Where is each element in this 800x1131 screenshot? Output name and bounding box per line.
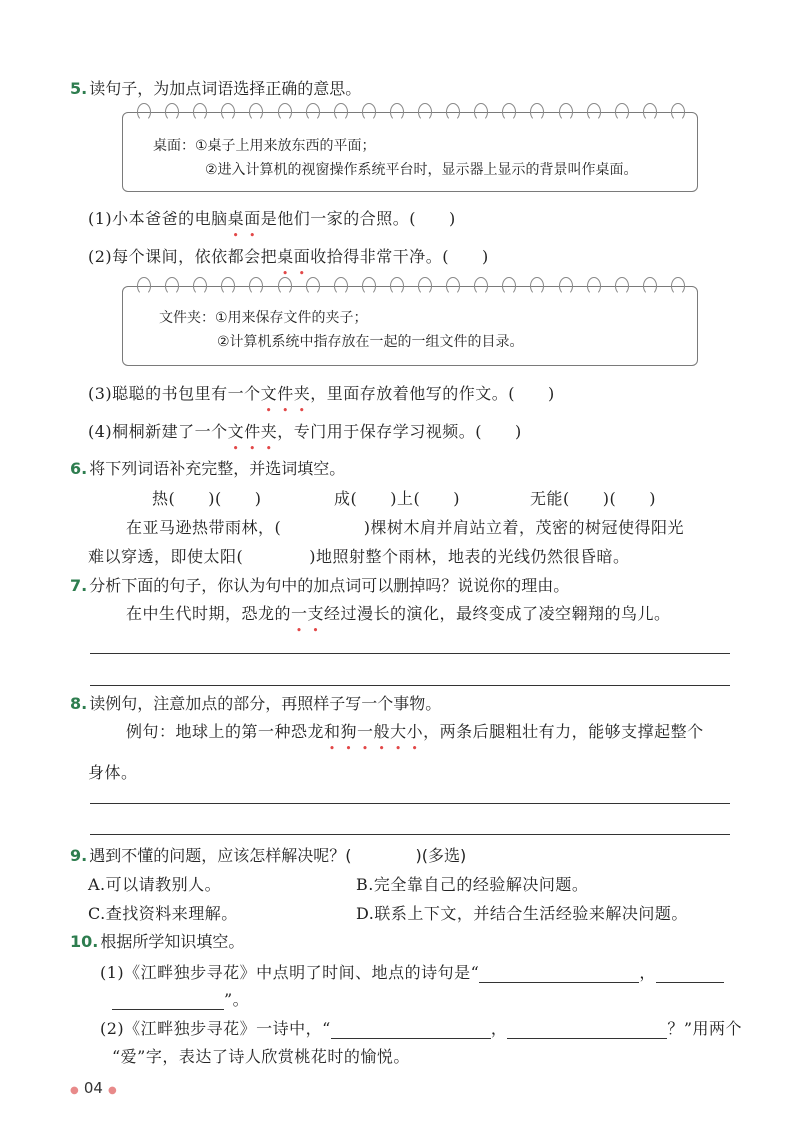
dotted-char: 桌	[277, 247, 294, 266]
binder-ring-icon	[643, 103, 657, 121]
q9-option-b[interactable]: B.完全靠自己的经验解决问题。	[356, 875, 589, 894]
q5-sentence-2	[88, 244, 489, 267]
dotted-char: 和	[324, 722, 341, 741]
blank-field[interactable]	[112, 990, 224, 1010]
q10-s2b: ，	[490, 1019, 508, 1038]
binder-ring-icon	[221, 103, 235, 121]
q10-sentence-1-cont	[112, 987, 249, 1010]
def1-line2: ②进入计算机的视窗操作系统平台时，显示器上显示的背景叫作桌面。	[205, 162, 638, 178]
q5-sentence-4	[88, 419, 522, 442]
binder-rings	[123, 277, 697, 295]
q5-definition-box-2	[122, 286, 698, 366]
q8-post: ，两条后腿粗壮有力，能够支撑起整个	[423, 722, 704, 741]
blank-field[interactable]	[331, 1019, 491, 1039]
binder-ring-icon	[474, 103, 488, 121]
binder-ring-icon	[559, 277, 573, 295]
q6-paragraph-line-2[interactable]: 难以穿透，即使太阳( )地照射整个雨林，地表的光线仍然很昏暗。	[88, 547, 630, 566]
binder-ring-icon	[249, 103, 263, 121]
blank-field[interactable]	[507, 1019, 667, 1039]
binder-ring-icon	[587, 277, 601, 295]
s1-post[interactable]: 是他们一家的合照。( )	[260, 209, 456, 228]
q7-number: 7.	[70, 576, 88, 595]
binder-ring-icon	[362, 103, 376, 121]
q5-number: 5.	[70, 79, 88, 98]
binder-ring-icon	[502, 103, 516, 121]
binder-ring-icon	[418, 277, 432, 295]
q9-option-a[interactable]: A.可以请教别人。	[88, 875, 222, 894]
dotted-char: 文	[260, 384, 278, 403]
q8-number: 8.	[70, 694, 88, 713]
q8-example-line-2: 身体。	[88, 763, 138, 782]
binder-ring-icon	[418, 103, 432, 121]
binder-ring-icon	[390, 103, 404, 121]
q7-pre: 在中生代时期，恐龙的	[126, 604, 292, 623]
binder-ring-icon	[137, 277, 151, 295]
q10-sentence-2-cont: “爱”字，表达了诗人欣赏桃花时的愉悦。	[112, 1047, 410, 1066]
q6-heading	[70, 456, 345, 479]
blank-field[interactable]	[656, 963, 724, 983]
binder-ring-icon	[334, 277, 348, 295]
s4-post[interactable]: ，专门用于保存学习视频。( )	[277, 422, 522, 441]
q5-sentence-1	[88, 206, 456, 229]
dotted-char: 桌	[227, 209, 245, 228]
q10-sentence-2	[100, 1016, 742, 1039]
dotted-char: 件	[277, 384, 294, 403]
q6-paragraph-line-1[interactable]: 在亚马逊热带雨林，( )棵树木肩并肩站立着，茂密的树冠使得阳光	[126, 518, 684, 537]
dotted-char: 一	[357, 722, 374, 741]
binder-ring-icon	[165, 277, 179, 295]
s3-pre: (3)聪聪的书包里有一个	[88, 384, 261, 403]
q10-heading	[70, 929, 244, 952]
binder-ring-icon	[221, 277, 235, 295]
q10-title: 根据所学知识填空。	[100, 932, 245, 951]
decor-dot-icon: ●	[70, 1085, 79, 1096]
dotted-char: 般	[373, 722, 391, 741]
binder-rings	[123, 103, 697, 121]
def2-line1: 文件夹：①用来保存文件的夹子；	[159, 310, 368, 326]
binder-ring-icon	[615, 277, 629, 295]
binder-ring-icon	[559, 103, 573, 121]
binder-ring-icon	[334, 103, 348, 121]
binder-ring-icon	[165, 103, 179, 121]
dotted-char: 一	[291, 604, 308, 623]
q9-option-d[interactable]: D.联系上下文，并结合生活经验来解决问题。	[356, 904, 688, 923]
def2-line2: ②计算机系统中指存放在一起的一组文件的目录。	[217, 334, 524, 350]
dotted-char: 夹	[260, 422, 278, 441]
q10-s2c: ？”用两个	[667, 1019, 743, 1038]
blank-field[interactable]	[479, 963, 639, 983]
binder-ring-icon	[643, 277, 657, 295]
q5-heading	[70, 76, 361, 99]
dotted-char: 面	[244, 209, 261, 228]
page-footer	[70, 1078, 117, 1097]
dotted-char: 夹	[293, 384, 311, 403]
binder-ring-icon	[502, 277, 516, 295]
q8-pre: 例句：地球上的第一种恐龙	[126, 722, 325, 741]
def1-line1: 桌面：①桌子上用来放东西的平面；	[153, 138, 376, 154]
dotted-char: 支	[307, 604, 325, 623]
binder-ring-icon	[530, 277, 544, 295]
q7-heading	[70, 573, 569, 596]
decor-dot-icon: ●	[108, 1085, 117, 1096]
q8-example	[126, 719, 704, 742]
dotted-char: 文	[227, 422, 245, 441]
s2-post[interactable]: 收拾得非常干净。( )	[310, 247, 489, 266]
q9-option-c[interactable]: C.查找资料来理解。	[88, 904, 238, 923]
binder-ring-icon	[306, 103, 320, 121]
binder-ring-icon	[249, 277, 263, 295]
q6-title: 将下列词语补充完整，并选词填空。	[89, 459, 346, 478]
binder-ring-icon	[474, 277, 488, 295]
q9-number: 9.	[70, 846, 88, 865]
q8-title: 读例句，注意加点的部分，再照样子写一个事物。	[89, 694, 442, 713]
q9-heading	[70, 843, 466, 866]
binder-ring-icon	[137, 103, 151, 121]
q10-sentence-1	[100, 960, 724, 983]
q10-number: 10.	[70, 932, 99, 951]
answer-line[interactable]	[90, 653, 730, 654]
q5-sentence-3	[88, 381, 555, 404]
page-number: 04	[83, 1079, 103, 1097]
dotted-char: 面	[293, 247, 311, 266]
answer-line[interactable]	[90, 803, 730, 804]
s3-post[interactable]: ，里面存放着他写的作文。( )	[310, 384, 555, 403]
q6-word-2[interactable]: 成( )上( )	[334, 489, 460, 508]
q10-s1c: ”。	[224, 990, 250, 1009]
dotted-char: 狗	[340, 722, 358, 741]
binder-ring-icon	[306, 277, 320, 295]
s2-pre: (2)每个课间，依依都会把	[88, 247, 278, 266]
s1-pre: (1)小本爸爸的电脑	[88, 209, 228, 228]
q6-word-3[interactable]: 无能( )( )	[530, 489, 656, 508]
q6-word-1[interactable]: 热( )( )	[152, 489, 262, 508]
binder-ring-icon	[278, 103, 292, 121]
answer-line[interactable]	[90, 834, 730, 835]
binder-ring-icon	[390, 277, 404, 295]
q10-s1a: (1)《江畔独步寻花》中点明了时间、地点的诗句是“	[100, 963, 480, 982]
answer-line[interactable]	[90, 685, 730, 686]
binder-ring-icon	[278, 277, 292, 295]
binder-ring-icon	[362, 277, 376, 295]
q8-heading	[70, 691, 441, 714]
q5-title: 读句子，为加点词语选择正确的意思。	[89, 79, 362, 98]
q10-s1b: ，	[639, 963, 656, 982]
q7-post: 经过漫长的演化，最终变成了凌空翱翔的鸟儿。	[324, 604, 671, 623]
binder-ring-icon	[671, 277, 685, 295]
dotted-char: 小	[406, 722, 424, 741]
binder-ring-icon	[193, 103, 207, 121]
binder-ring-icon	[671, 103, 685, 121]
q5-definition-box-1	[122, 112, 698, 192]
s4-pre: (4)桐桐新建了一个	[88, 422, 228, 441]
binder-ring-icon	[587, 103, 601, 121]
binder-ring-icon	[193, 277, 207, 295]
binder-ring-icon	[615, 103, 629, 121]
dotted-char: 件	[244, 422, 261, 441]
binder-ring-icon	[446, 103, 460, 121]
binder-ring-icon	[446, 277, 460, 295]
q6-number: 6.	[70, 459, 88, 478]
binder-ring-icon	[530, 103, 544, 121]
dotted-char: 大	[390, 722, 407, 741]
q9-title[interactable]: 遇到不懂的问题，应该怎样解决呢？( )(多选)	[89, 846, 467, 865]
q7-title: 分析下面的句子，你认为句中的加点词可以删掉吗？说说你的理由。	[89, 576, 570, 595]
q7-sentence	[126, 601, 671, 624]
q10-s2a: (2)《江畔独步寻花》一诗中，“	[100, 1019, 331, 1038]
